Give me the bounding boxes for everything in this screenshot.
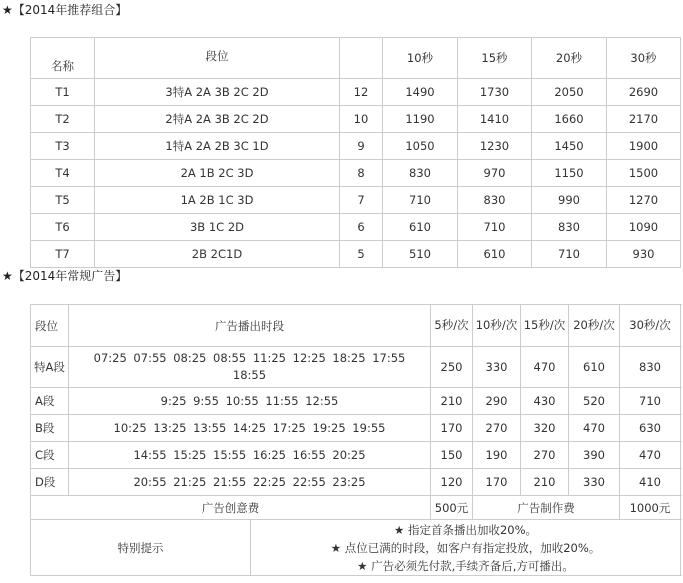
recommended-combo-table [30, 37, 681, 268]
price-20s: 330 [569, 469, 620, 496]
table-row [31, 79, 681, 106]
price-10s: 190 [473, 442, 521, 469]
combo-name: T1 [31, 79, 95, 106]
combo-count: 8 [340, 160, 383, 187]
column-header-15s: 15秒/次 [521, 305, 569, 347]
price-5s: 120 [431, 469, 473, 496]
price-10s: 1190 [383, 106, 458, 133]
combo-count: 12 [340, 79, 383, 106]
price-30s: 1090 [607, 214, 681, 241]
price-15s: 1410 [458, 106, 532, 133]
fees-row [31, 496, 681, 520]
regular-ads-heading: ★【2014年常规广告】 [2, 269, 128, 283]
price-15s: 430 [521, 388, 569, 415]
price-5s: 150 [431, 442, 473, 469]
price-20s: 390 [569, 442, 620, 469]
table-row [31, 160, 681, 187]
notes-content [251, 520, 681, 576]
note-line: ★ 点位已满的时段，如客户有指定投放，加收20%。 [330, 540, 601, 555]
combo-name: T3 [31, 133, 95, 160]
price-20s: 710 [532, 241, 607, 268]
creative-fee-label: 广告创意费 [31, 496, 431, 520]
combo-slots: 3B 1C 2D [95, 214, 340, 241]
combo-name: T6 [31, 214, 95, 241]
broadcast-times: 20:55 21:25 21:55 22:25 22:55 23:25 [69, 469, 431, 496]
production-fee-value: 1000元 [620, 496, 681, 520]
column-header-20s: 20秒 [532, 38, 607, 79]
combo-count: 7 [340, 187, 383, 214]
combo-count: 5 [340, 241, 383, 268]
price-20s: 1150 [532, 160, 607, 187]
price-20s: 830 [532, 214, 607, 241]
price-20s: 990 [532, 187, 607, 214]
price-30s: 2170 [607, 106, 681, 133]
table-row [31, 187, 681, 214]
combo-name: T2 [31, 106, 95, 133]
price-15s: 830 [458, 187, 532, 214]
combo-slots: 2B 2C1D [95, 241, 340, 268]
slot-label: A段 [31, 388, 69, 415]
combo-slots: 3特A 2A 3B 2C 2D [95, 79, 340, 106]
table-row [31, 106, 681, 133]
production-fee-label: 广告制作费 [473, 496, 620, 520]
combo-slots: 1A 2B 1C 3D [95, 187, 340, 214]
price-30s: 470 [620, 442, 681, 469]
price-10s: 1050 [383, 133, 458, 160]
combo-slots: 2特A 2A 3B 2C 2D [95, 106, 340, 133]
price-5s: 210 [431, 388, 473, 415]
slot-label: B段 [31, 415, 69, 442]
slot-label: D段 [31, 469, 69, 496]
column-header-30s: 30秒 [607, 38, 681, 79]
notes-label: 特别提示 [31, 520, 251, 576]
price-15s: 1730 [458, 79, 532, 106]
table-header-row [31, 38, 681, 79]
combo-slots: 1特A 2A 2B 3C 1D [95, 133, 340, 160]
price-30s: 1270 [607, 187, 681, 214]
combo-name: T5 [31, 187, 95, 214]
slot-label: 特A段 [31, 347, 69, 388]
table-row [31, 469, 681, 496]
price-10s: 330 [473, 347, 521, 388]
table-row [31, 214, 681, 241]
price-10s: 610 [383, 214, 458, 241]
combo-count: 9 [340, 133, 383, 160]
column-header-slot: 段位 [31, 305, 69, 347]
price-5s: 170 [431, 415, 473, 442]
column-header-10s: 10秒 [383, 38, 458, 79]
price-20s: 520 [569, 388, 620, 415]
price-15s: 270 [521, 442, 569, 469]
price-20s: 610 [569, 347, 620, 388]
price-30s: 2690 [607, 79, 681, 106]
price-30s: 830 [620, 347, 681, 388]
price-30s: 710 [620, 388, 681, 415]
table-row [31, 388, 681, 415]
column-header-30s: 30秒/次 [620, 305, 681, 347]
price-30s: 1500 [607, 160, 681, 187]
recommended-combo-heading: ★【2014年推荐组合】 [2, 3, 128, 17]
column-header-count [340, 38, 383, 79]
note-line: ★ 广告必须先付款,手续齐备后,方可播出。 [357, 558, 574, 573]
price-15s: 210 [521, 469, 569, 496]
price-10s: 170 [473, 469, 521, 496]
note-line: ★ 指定首条播出加收20%。 [393, 522, 538, 537]
price-10s: 290 [473, 388, 521, 415]
price-10s: 1490 [383, 79, 458, 106]
price-10s: 510 [383, 241, 458, 268]
price-30s: 630 [620, 415, 681, 442]
combo-slots: 2A 1B 2C 3D [95, 160, 340, 187]
price-5s: 250 [431, 347, 473, 388]
column-header-slot: 段位 [95, 38, 340, 79]
price-20s: 470 [569, 415, 620, 442]
combo-count: 10 [340, 106, 383, 133]
table-row [31, 415, 681, 442]
table-row [31, 347, 681, 388]
price-10s: 830 [383, 160, 458, 187]
broadcast-times: 10:25 13:25 13:55 14:25 17:25 19:25 19:55 [69, 415, 431, 442]
price-15s: 470 [521, 347, 569, 388]
table-header-row [31, 305, 681, 347]
broadcast-times: 07:25 07:55 08:25 08:55 11:25 12:25 18:25 17:55 18:55 [69, 347, 431, 388]
column-header-10s: 10秒/次 [473, 305, 521, 347]
price-20s: 1660 [532, 106, 607, 133]
price-30s: 930 [607, 241, 681, 268]
price-15s: 710 [458, 214, 532, 241]
price-30s: 1900 [607, 133, 681, 160]
table-row [31, 241, 681, 268]
column-header-times: 广告播出时段 [69, 305, 431, 347]
broadcast-times: 14:55 15:25 15:55 16:25 16:55 20:25 [69, 442, 431, 469]
combo-name: T4 [31, 160, 95, 187]
combo-name: T7 [31, 241, 95, 268]
regular-ads-table [30, 304, 681, 576]
price-30s: 410 [620, 469, 681, 496]
price-15s: 1230 [458, 133, 532, 160]
notes-row [31, 520, 681, 576]
column-header-20s: 20秒/次 [569, 305, 620, 347]
price-10s: 710 [383, 187, 458, 214]
price-20s: 2050 [532, 79, 607, 106]
combo-count: 6 [340, 214, 383, 241]
price-15s: 320 [521, 415, 569, 442]
price-20s: 1450 [532, 133, 607, 160]
creative-fee-value: 500元 [431, 496, 473, 520]
table-row [31, 133, 681, 160]
column-header-5s: 5秒/次 [431, 305, 473, 347]
price-15s: 610 [458, 241, 532, 268]
price-15s: 970 [458, 160, 532, 187]
column-header-name: 名称 [31, 38, 95, 79]
table-row [31, 442, 681, 469]
column-header-15s: 15秒 [458, 38, 532, 79]
broadcast-times: 9:25 9:55 10:55 11:55 12:55 [69, 388, 431, 415]
slot-label: C段 [31, 442, 69, 469]
price-10s: 270 [473, 415, 521, 442]
